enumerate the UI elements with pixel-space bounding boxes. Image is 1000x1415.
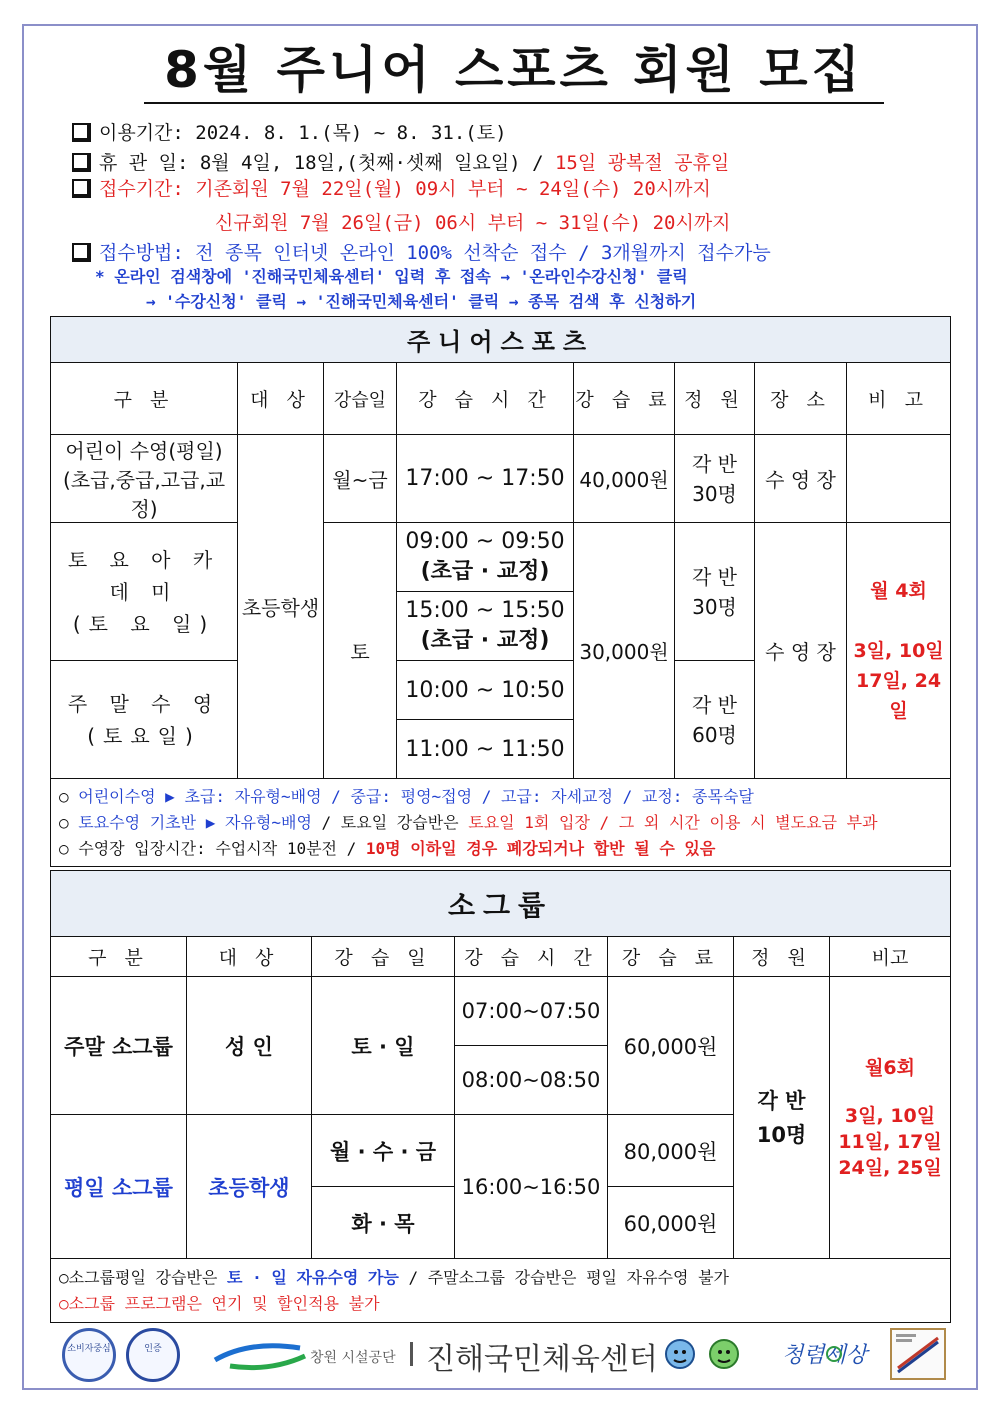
saturday-capacity: 각 반 30명 [675, 523, 755, 661]
checkbox-icon [72, 243, 91, 262]
checkbox-icon [72, 179, 91, 198]
center-name: 진해국민체육센터 [426, 1342, 658, 1377]
target-elementary: 초등학생 [238, 435, 324, 779]
small-group-capacity: 각 반 10명 [734, 977, 830, 1259]
footnote-kids-levels: ○ 어린이수영 ▶ 초급: 자유형~배영 / 중급: 평영~접영 / 고급: 자세교정 / 교정: 종목숙달 [59, 786, 754, 806]
header-place: 장 소 [755, 363, 847, 435]
header-remark: 비 고 [847, 363, 951, 435]
junior-sports-table [50, 316, 951, 867]
checkbox-icon [72, 153, 91, 172]
certification-logo: 인증 [126, 1328, 180, 1382]
header-category: 구 분 [51, 363, 238, 435]
info-registration-existing: 접수기간: 기존회원 7월 22일(월) 09시 부터 ~ 24일(수) 20시까지 [72, 176, 711, 202]
small-group-table [50, 870, 951, 1323]
footnote-no-discount: ○소그룹 프로그램은 연기 및 할인적용 불가 [59, 1293, 380, 1313]
weekday-time: 16:00~16:50 [455, 1115, 608, 1259]
weekend-days: 토 · 일 [312, 977, 455, 1115]
header-time: 강 습 시 간 [455, 937, 608, 977]
kids-capacity: 각 반 30명 [675, 435, 755, 523]
saturday-academy-label: 토 요 아 카 데 미 (토 요 일) [51, 523, 238, 661]
table-row [51, 435, 951, 523]
weekday-fee-1: 80,000원 [608, 1115, 734, 1187]
footnote-saturday: ○ 토요수영 기초반 ▶ 자유형~배영 / 토요일 강습반은 토요일 1회 입장 / 그 외 시간 이용 시 별도요금 부과 [59, 812, 878, 832]
table-row [51, 523, 951, 592]
junior-footnotes [51, 779, 951, 867]
info-registration-new: 신규회원 7월 26일(금) 06시 부터 ~ 31일(수) 20시까지 [215, 212, 731, 234]
header-days: 강 습 일 [312, 937, 455, 977]
header-fee: 강 습 료 [574, 363, 675, 435]
small-group-banner: 소그룹 [51, 871, 951, 937]
svg-text:청렴세상: 청렴세상 [782, 1343, 868, 1368]
slogan-logo-icon [780, 1332, 880, 1376]
header-category: 구 분 [51, 937, 187, 977]
header-target: 대 상 [238, 363, 324, 435]
header-capacity: 정 원 [734, 937, 830, 977]
table-header-row [51, 937, 951, 977]
weekday-target: 초등학생 [187, 1115, 312, 1259]
info-method: 접수방법: 전 종목 인터넷 온라인 100% 선착순 접수 / 3개월까지 접수가능 [72, 240, 771, 266]
weekday-days-1: 월 · 수 · 금 [312, 1115, 455, 1187]
info-period: 이용기간: 2024. 8. 1.(목) ~ 8. 31.(토) [72, 120, 507, 146]
header-fee: 강 습 료 [608, 937, 734, 977]
footer-logos [60, 1328, 950, 1380]
header-target: 대 상 [187, 937, 312, 977]
weekend-target: 성 인 [187, 977, 312, 1115]
table-header-row [51, 363, 951, 435]
info-note-1: * 온라인 검색창에 '진해국민체육센터' 입력 후 접속 → '온라인수강신청' 클릭 [95, 267, 688, 286]
kids-time: 17:00 ~ 17:50 [397, 435, 574, 523]
saturday-fee: 30,000원 [574, 523, 675, 779]
weekend-small-group-label: 주말 소그룹 [51, 977, 187, 1115]
header-capacity: 정 원 [675, 363, 755, 435]
kids-place: 수 영 장 [755, 435, 847, 523]
small-group-footnotes [51, 1259, 951, 1323]
junior-sports-banner: 주니어스포츠 [51, 317, 951, 363]
header-remark: 비고 [830, 937, 951, 977]
title-underline [144, 102, 884, 104]
kids-fee: 40,000원 [574, 435, 675, 523]
saturday-time-2: 15:00 ~ 15:50 (초급 · 교정) [397, 592, 574, 661]
weekday-small-group-label: 평일 소그룹 [51, 1115, 187, 1259]
weekend-time-1: 07:00~07:50 [455, 977, 608, 1046]
small-group-remark: 월6회 3일, 10일 11일, 17일 24일, 25일 [830, 977, 951, 1259]
weekend-capacity: 각 반 60명 [675, 661, 755, 779]
agency-logo-icon [210, 1338, 400, 1372]
weekday-days-2: 화 · 목 [312, 1187, 455, 1259]
weekend-time-2: 11:00 ~ 11:50 [397, 720, 574, 779]
award-emblem-icon [890, 1328, 946, 1380]
junior-remark: 월 4회 3일, 10일 17일, 24일 [847, 523, 951, 779]
saturday-days: 토 [324, 523, 397, 779]
footer-divider [410, 1342, 413, 1366]
info-note-2: → '수강신청' 클릭 → '진해국민체육센터' 클릭 → 종목 검색 후 신청하기 [146, 292, 697, 311]
kids-swim-label: 어린이 수영(평일) (초급,중급,고급,교정) [51, 435, 238, 523]
weekday-fee-2: 60,000원 [608, 1187, 734, 1259]
weekend-time-2: 08:00~08:50 [455, 1046, 608, 1115]
footnote-free-swim: ○소그룹평일 강습반은 토 · 일 자유수영 가능 / 주말소그룹 강습반은 평일 자유수영 불가 [59, 1267, 730, 1287]
kids-days: 월~금 [324, 435, 397, 523]
svg-text:창원 시설공단: 창원 시설공단 [310, 1350, 396, 1366]
weekend-fee: 60,000원 [608, 977, 734, 1115]
kids-remark [847, 435, 951, 523]
footnote-entry-time: ○ 수영장 입장시간: 수업시작 10분전 / 10명 이하일 경우 폐강되거나 합반 될 수 있음 [59, 838, 716, 858]
mascot-icons [662, 1334, 752, 1376]
saturday-time-1: 09:00 ~ 09:50 (초급 · 교정) [397, 523, 574, 592]
saturday-place: 수 영 장 [755, 523, 847, 779]
weekend-time-1: 10:00 ~ 10:50 [397, 661, 574, 720]
table-row [51, 977, 951, 1046]
header-time: 강 습 시 간 [397, 363, 574, 435]
checkbox-icon [72, 123, 91, 142]
consumer-centered-logo: 소비자중심 [62, 1328, 116, 1382]
info-closed-days: 휴 관 일: 8월 4일, 18일,(첫째·셋째 일요일) / 15일 광복절 공휴일 [72, 150, 729, 176]
page-title: 8월 주니어 스포츠 회원 모집 [164, 41, 864, 99]
weekend-swim-label: 주 말 수 영 (토요일) [51, 661, 238, 779]
header-days: 강습일 [324, 363, 397, 435]
